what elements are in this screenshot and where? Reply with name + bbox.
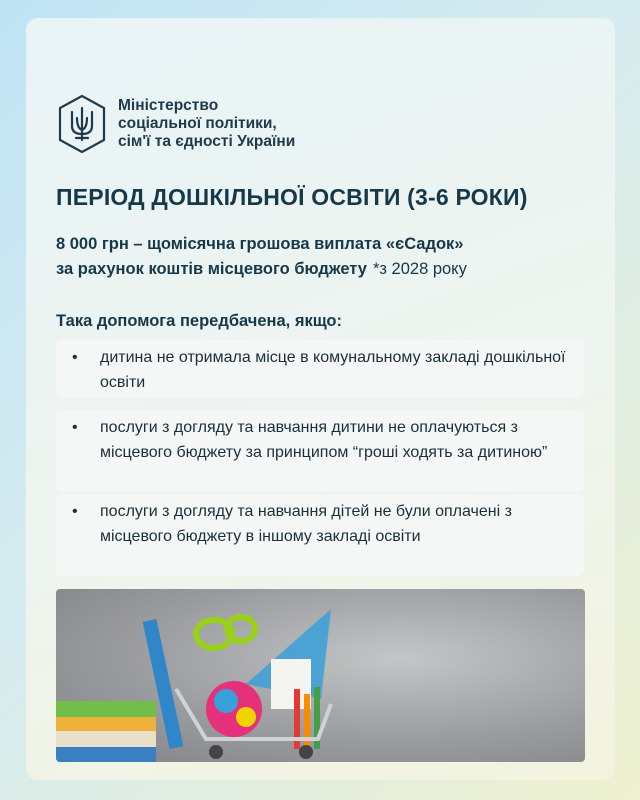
- condition-item: [56, 494, 584, 576]
- payment-line-2: за рахунок коштів місцевого бюджету: [56, 260, 367, 278]
- payment-description: [56, 232, 467, 282]
- ministry-name-line-2: соціальної політики,: [118, 115, 277, 132]
- condition-item: [56, 410, 584, 492]
- conditions-heading: Така допомога передбачена, якщо:: [56, 312, 343, 330]
- condition-text: послуги з догляду та навчання дітей не були оплачені з місцевого бюджету в іншому закладі освіти: [100, 503, 512, 545]
- school-supplies-illustration: [56, 589, 585, 762]
- bullet-dot-icon: •: [72, 349, 78, 366]
- school-supplies-photo: [56, 589, 585, 762]
- trident-emblem-icon: [56, 94, 108, 154]
- condition-text: послуги з догляду та навчання дитини не оплачуються з місцевого бюджету за принципом “гроші ходять за дитиною”: [100, 419, 548, 461]
- ministry-name-line-3: сім'ї та єдності України: [118, 133, 296, 150]
- payment-line-1: 8 000 грн – щомісячна грошова виплата «єСадок»: [56, 235, 464, 253]
- payment-note: *з 2028 року: [372, 260, 467, 278]
- bullet-dot-icon: •: [72, 503, 78, 520]
- ministry-name-line-1: Міністерство: [118, 97, 219, 114]
- page-title: ПЕРІОД ДОШКІЛЬНОЇ ОСВІТИ (3-6 РОКИ): [56, 184, 528, 210]
- condition-text: дитина не отримала місце в комунальному закладі дошкільної освіти: [100, 349, 566, 391]
- info-card: [26, 18, 615, 780]
- condition-item: [56, 340, 584, 398]
- ministry-header: [56, 94, 295, 154]
- bullet-dot-icon: •: [72, 419, 78, 436]
